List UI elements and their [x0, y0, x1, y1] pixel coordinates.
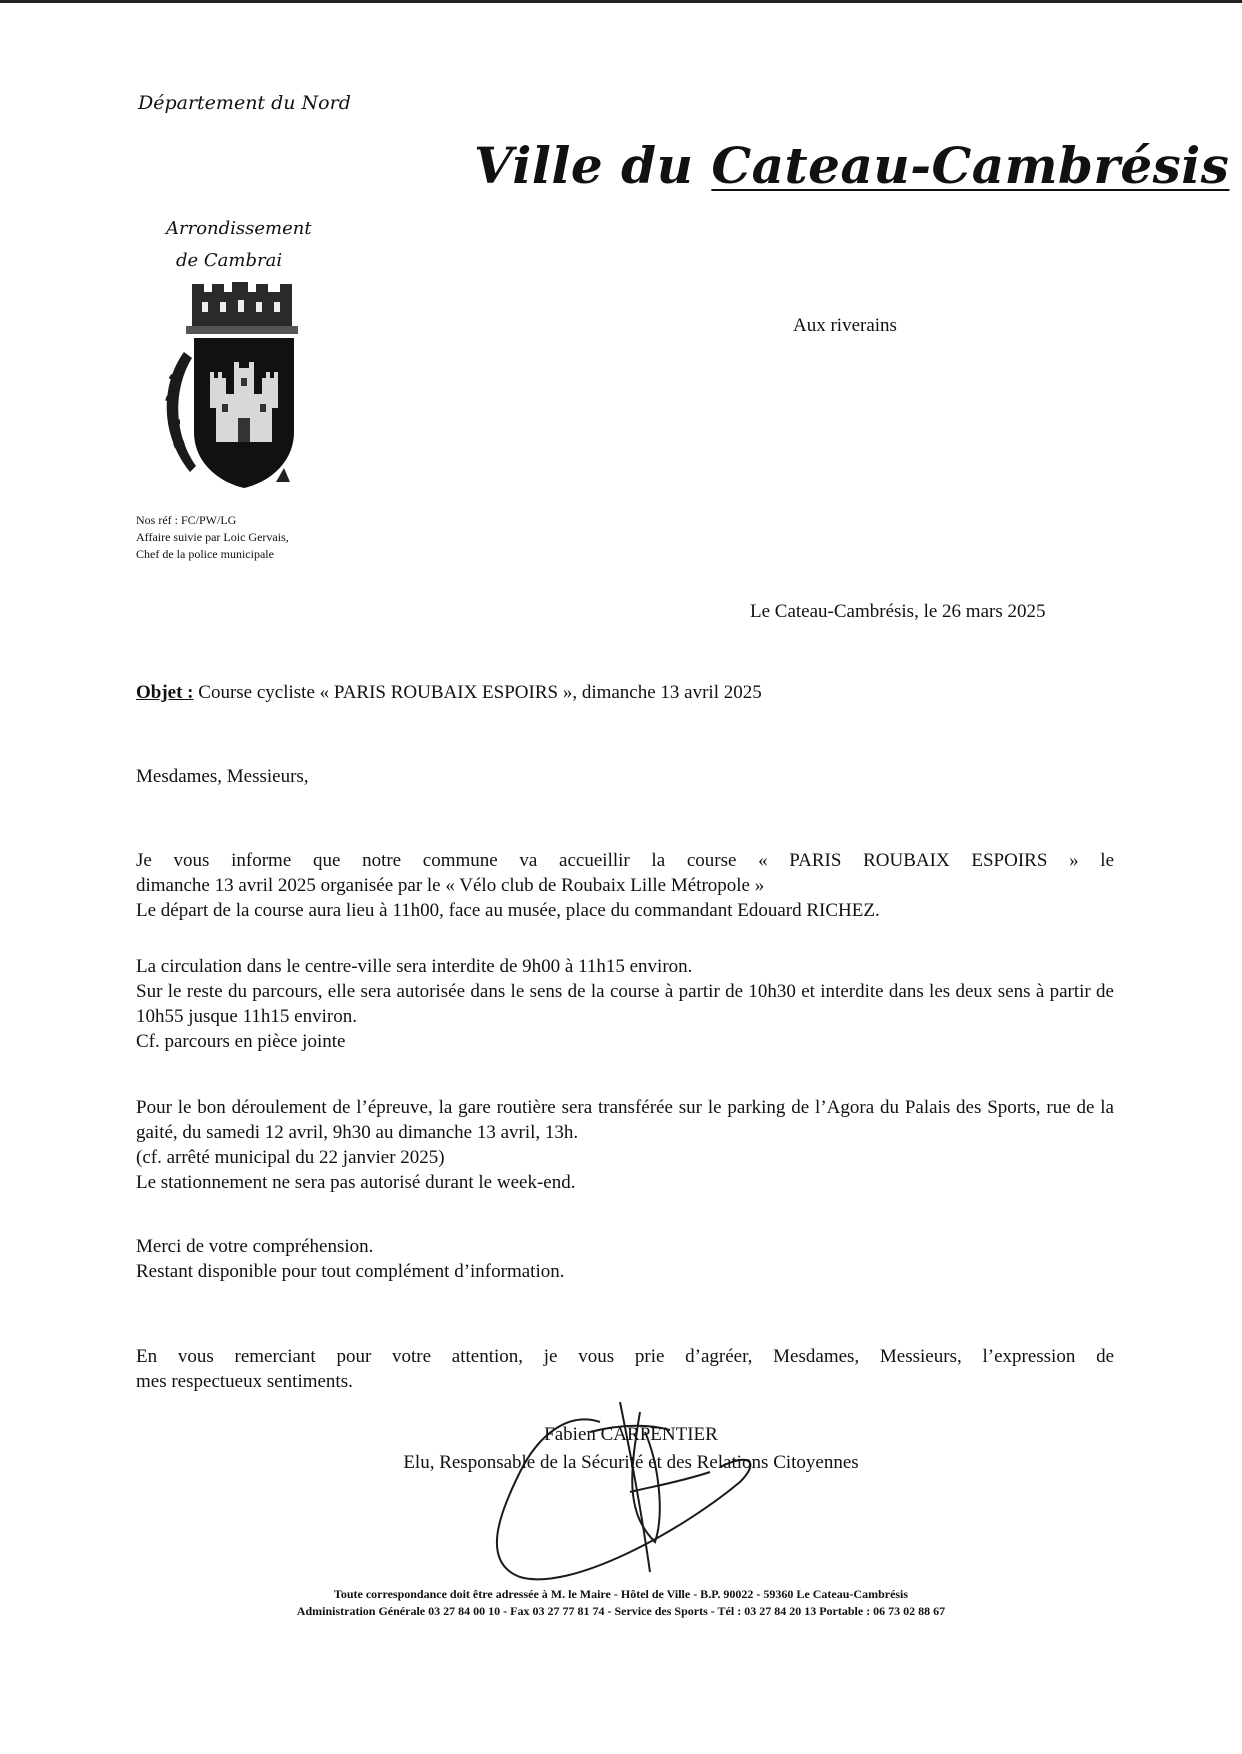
paragraph-line: En vous remerciant pour votre attention, je vous prie d’agréer, Mesdames, Messieurs, l’expression de: [136, 1346, 1114, 1367]
paragraph-line: Restant disponible pour tout complément d’information.: [136, 1261, 565, 1282]
recipient: Aux riverains: [793, 315, 897, 336]
footer: [0, 1586, 1242, 1620]
departement-label: Département du Nord: [138, 92, 351, 114]
arrondissement-name: de Cambrai: [176, 250, 283, 271]
reference-code: Nos réf : FC/PW/LG: [136, 513, 237, 527]
city-title-prefix: Ville du: [474, 136, 712, 195]
footer-address: Toute correspondance doit être adressée à M. le Maire - Hôtel de Ville - B.P. 90022 - 59360 Le Cateau-Cambrésis: [333, 1587, 909, 1601]
paragraph-line: Sur le reste du parcours, elle sera autorisée dans le sens de la course à partir de 10h30 et interdite dans les deux sens à partir de 10h55 jusque 11h15 environ.: [136, 981, 1114, 1027]
coat-of-arms-icon: [150, 282, 330, 492]
handwritten-signature: [480, 1392, 780, 1592]
paragraph-line: mes respectueux sentiments.: [136, 1371, 353, 1392]
paragraph-closing: [136, 1344, 1114, 1394]
city-title: [474, 136, 1229, 195]
signatory-name: Fabien CARPENTIER: [544, 1424, 718, 1445]
paragraph-line: Merci de votre compréhension.: [136, 1236, 374, 1257]
subject-text: Course cycliste « PARIS ROUBAIX ESPOIRS », dimanche 13 avril 2025: [193, 682, 762, 703]
subject-label: Objet :: [136, 682, 194, 703]
paragraph-line: Je vous informe que notre commune va accueillir la course « PARIS ROUBAIX ESPOIRS » le: [136, 850, 1114, 871]
salutation: Mesdames, Messieurs,: [136, 766, 309, 787]
paragraph-line: Pour le bon déroulement de l’épreuve, la gare routière sera transférée sur le parking de l’Agora du Palais des Sports, rue de la gaité, du samedi 12 avril, 9h30 au dimanche 13 avril, 13h.: [136, 1097, 1114, 1143]
paragraph-line: (cf. arrêté municipal du 22 janvier 2025): [136, 1147, 445, 1168]
paragraph-line: Cf. parcours en pièce jointe: [136, 1031, 346, 1052]
handler-role: Chef de la police municipale: [136, 547, 274, 561]
paragraph-line: Le départ de la course aura lieu à 11h00, face au musée, place du commandant Edouard RICHEZ.: [136, 900, 880, 921]
city-title-name: Cateau-Cambrésis: [711, 136, 1230, 195]
paragraph-line: Le stationnement ne sera pas autorisé durant le week-end.: [136, 1172, 576, 1193]
references-block: [136, 512, 289, 563]
top-border: [0, 0, 1242, 3]
paragraph-announcement: [136, 848, 1114, 923]
subject-line: [136, 682, 762, 704]
paragraph-line: dimanche 13 avril 2025 organisée par le « Vélo club de Roubaix Lille Métropole »: [136, 875, 765, 896]
case-handler: Affaire suivie par Loic Gervais,: [136, 530, 289, 544]
arrondissement-label: Arrondissement: [166, 218, 312, 239]
paragraph-thanks: [136, 1234, 1114, 1284]
paragraph-bus-station: [136, 1095, 1114, 1195]
signatory-title: Elu, Responsable de la Sécurité et des Relations Citoyennes: [403, 1452, 859, 1473]
date-line: Le Cateau-Cambrésis, le 26 mars 2025: [750, 601, 1046, 622]
paragraph-traffic: [136, 954, 1114, 1054]
paragraph-line: La circulation dans le centre-ville sera interdite de 9h00 à 11h15 environ.: [136, 956, 693, 977]
footer-contacts: Administration Générale 03 27 84 00 10 - Fax 03 27 77 81 74 - Service des Sports - Tél : 03 27 84 20 13 Portable : 06 73 02 88 67: [296, 1604, 946, 1618]
